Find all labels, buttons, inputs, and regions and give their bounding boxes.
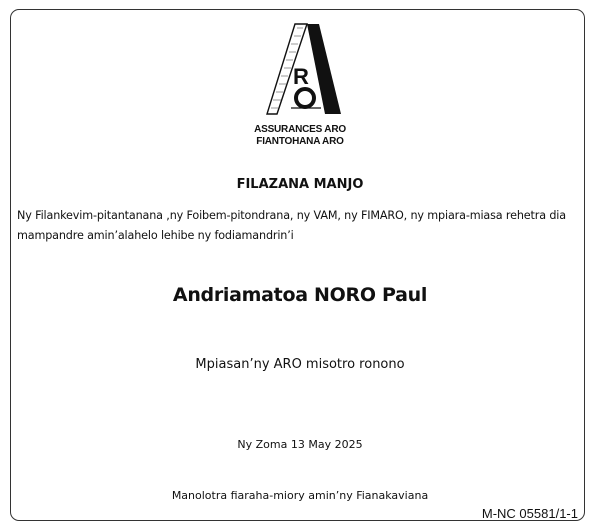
svg-text:R: R	[293, 64, 309, 89]
notice-date: Ny Zoma 13 May 2025	[237, 438, 363, 451]
intro-line-2: mampandre amin’alahelo lehibe ny fodiamandrin’i	[17, 229, 294, 242]
brand-name-line-2: FIANTOHANA ARO	[256, 136, 344, 147]
aro-a-logo-icon	[263, 22, 343, 118]
reference-code: M-NC 05581/1-1	[481, 506, 578, 521]
intro-line-1: Ny Filankevim-pitantanana ,ny Foibem-pitondrana, ny VAM, ny FIMARO, ny mpiara-miasa rehetra dia	[17, 209, 566, 222]
notice-intro	[17, 206, 587, 246]
deceased-name: Andriamatoa NORO Paul	[172, 284, 428, 306]
deceased-role: Mpiasan’ny ARO misotro ronono	[195, 357, 405, 372]
notice-heading: FILAZANA MANJO	[236, 177, 364, 192]
brand-name-line-1: ASSURANCES ARO	[254, 124, 346, 135]
family-condolence: Manolotra fiaraha-miory amin’ny Fianakaviana	[171, 489, 429, 502]
